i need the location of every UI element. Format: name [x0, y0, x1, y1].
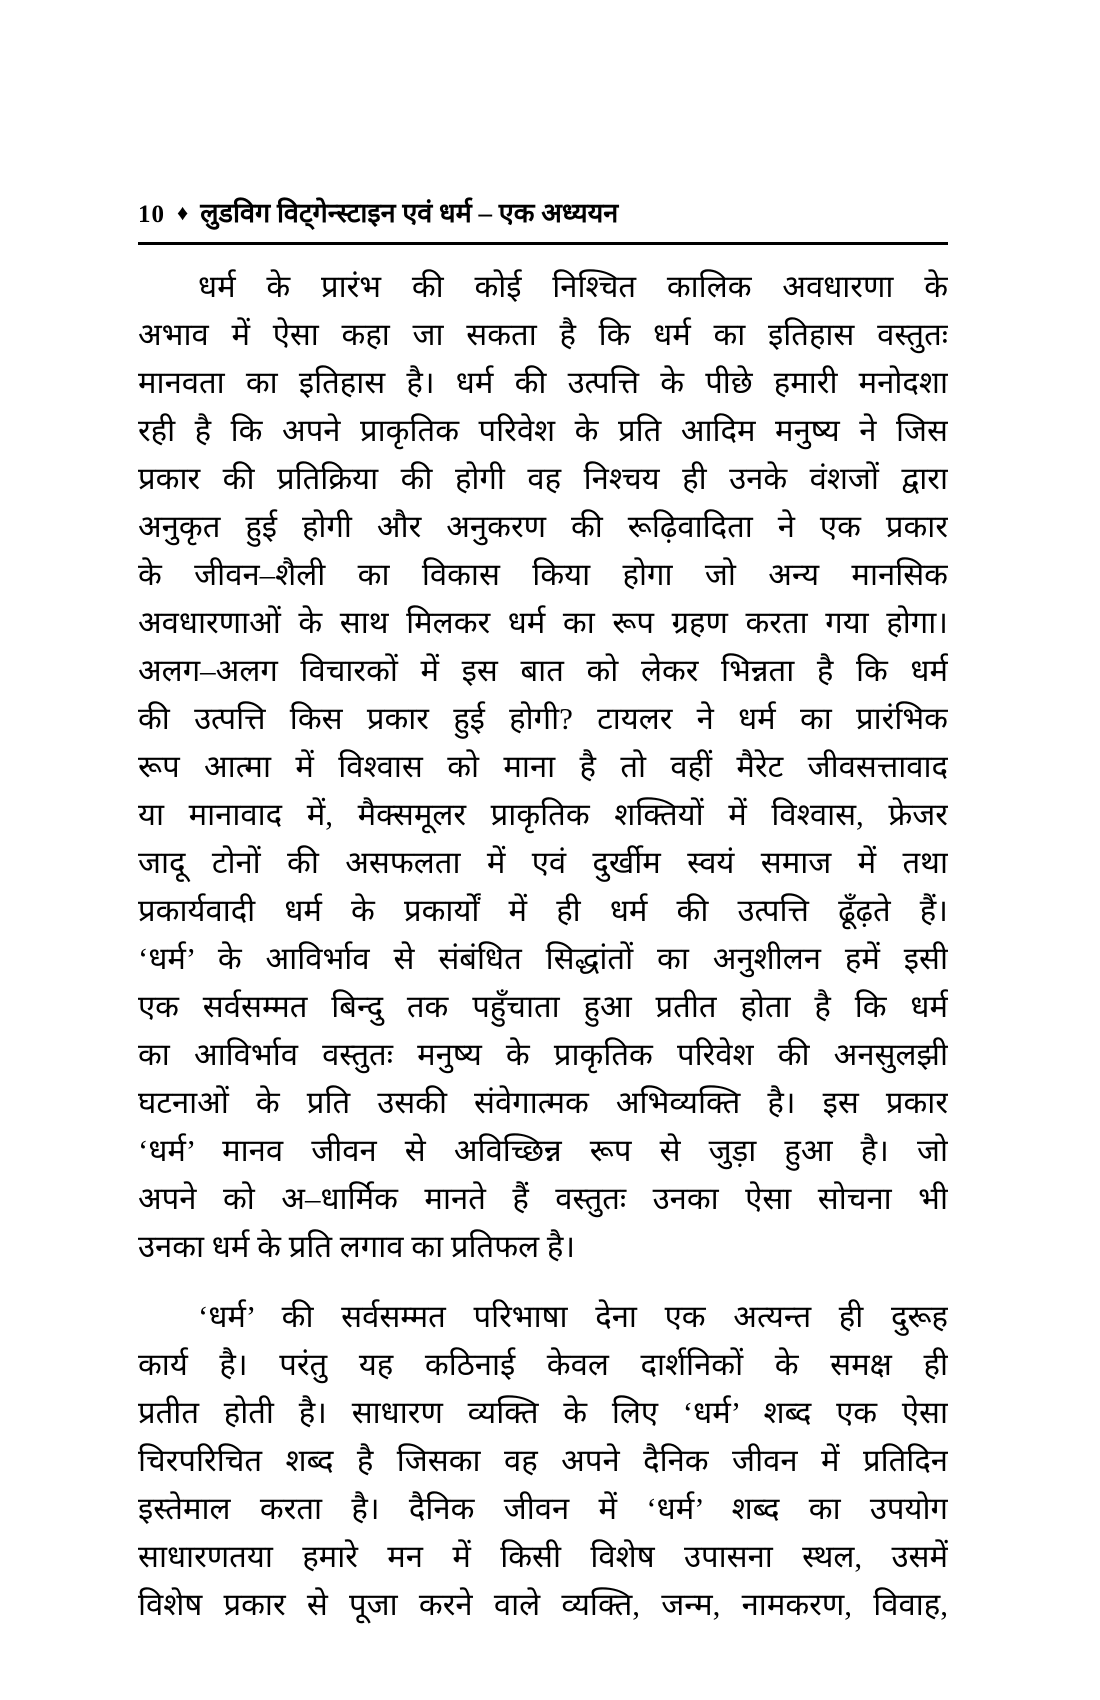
text-line: इस्तेमाल करता है। दैनिक जीवन में ‘धर्म’ शब्द का उपयोग — [138, 1491, 948, 1526]
text-column — [138, 196, 948, 1629]
running-title: लुडविग विट्गेन्स्टाइन एवं धर्म – एक अध्ययन — [200, 198, 619, 228]
text-line: रही है कि अपने प्राकृतिक परिवेश के प्रति आदिम मनुष्य ने जिस — [138, 413, 948, 448]
text-line: प्रकार्यवादी धर्म के प्रकार्यों में ही धर्म की उत्पत्ति ढूँढ़ते हैं। — [138, 893, 948, 928]
text-line: धर्म के प्रारंभ की कोई निश्चित कालिक अवधारणा के — [198, 269, 948, 304]
text-line: के जीवन–शैली का विकास किया होगा जो अन्य मानसिक — [138, 557, 948, 592]
text-line: अलग–अलग विचारकों में इस बात को लेकर भिन्नता है कि धर्म — [138, 653, 948, 688]
text-line: विशेष प्रकार से पूजा करने वाले व्यक्ति, जन्म, नामकरण, विवाह, — [138, 1587, 948, 1622]
text-line: जादू टोनों की असफलता में एवं दुर्खीम स्वयं समाज में तथा — [138, 845, 948, 880]
text-line: साधारणतया हमारे मन में किसी विशेष उपासना स्थल, उसमें — [138, 1539, 948, 1574]
paragraph — [138, 1293, 948, 1629]
page-number: 10 — [138, 201, 165, 228]
text-line: रूप आत्मा में विश्वास को माना है तो वहीं मैरेट जीवसत्तावाद — [138, 749, 948, 784]
text-line: का आविर्भाव वस्तुतः मनुष्य के प्राकृतिक परिवेश की अनसुलझी — [138, 1037, 948, 1072]
text-line: प्रतीत होती है। साधारण व्यक्ति के लिए ‘धर्म’ शब्द एक ऐसा — [138, 1395, 948, 1430]
text-line: मानवता का इतिहास है। धर्म की उत्पत्ति के पीछे हमारी मनोदशा — [138, 365, 948, 400]
text-line: ‘धर्म’ मानव जीवन से अविच्छिन्न रूप से जुड़ा हुआ है। जो — [138, 1133, 948, 1168]
text-line: उनका धर्म के प्रति लगाव का प्रतिफल है। — [138, 1229, 576, 1264]
text-line: अपने को अ–धार्मिक मानते हैं वस्तुतः उनका ऐसा सोचना भी — [138, 1181, 948, 1216]
diamond-icon: ♦ — [177, 200, 189, 225]
text-line: घटनाओं के प्रति उसकी संवेगात्मक अभिव्यक्ति है। इस प्रकार — [138, 1085, 948, 1120]
text-line: या मानावाद में, मैक्समूलर प्राकृतिक शक्तियों में विश्वास, फ्रेजर — [138, 797, 948, 832]
text-line: कार्य है। परंतु यह कठिनाई केवल दार्शनिकों के समक्ष ही — [138, 1347, 948, 1382]
text-line: एक सर्वसम्मत बिन्दु तक पहुँचाता हुआ प्रतीत होता है कि धर्म — [138, 989, 948, 1024]
text-line: चिरपरिचित शब्द है जिसका वह अपने दैनिक जीवन में प्रतिदिन — [138, 1443, 948, 1478]
text-line: ‘धर्म’ के आविर्भाव से संबंधित सिद्धांतों का अनुशीलन हमें इसी — [138, 941, 948, 976]
paragraph — [138, 263, 948, 1271]
text-line: प्रकार की प्रतिक्रिया की होगी वह निश्चय ही उनके वंशजों द्वारा — [138, 461, 948, 496]
body-text — [138, 263, 948, 1629]
text-line: ‘धर्म’ की सर्वसम्मत परिभाषा देना एक अत्यन्त ही दुरूह — [198, 1299, 948, 1334]
text-line: अभाव में ऐसा कहा जा सकता है कि धर्म का इतिहास वस्तुतः — [138, 317, 948, 352]
text-line: अवधारणाओं के साथ मिलकर धर्म का रूप ग्रहण करता गया होगा। — [138, 605, 948, 640]
text-line: अनुकृत हुई होगी और अनुकरण की रूढ़िवादिता ने एक प्रकार — [138, 509, 948, 544]
running-header — [138, 196, 948, 245]
text-line: की उत्पत्ति किस प्रकार हुई होगी? टायलर ने धर्म का प्रारंभिक — [138, 701, 948, 736]
